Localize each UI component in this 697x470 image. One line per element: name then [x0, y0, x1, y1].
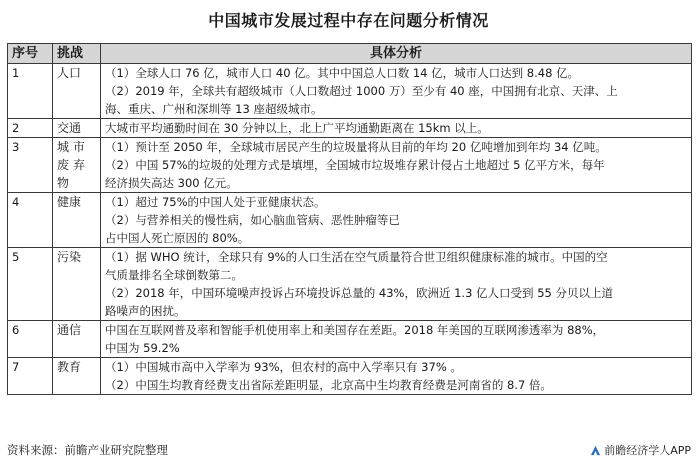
- row-number: 6: [8, 321, 53, 358]
- analysis-line: 经济损失高达 300 亿元。: [105, 176, 238, 190]
- table-row: [8, 248, 692, 321]
- header-analysis: 具体分析: [101, 44, 692, 64]
- row-number: 4: [8, 193, 53, 248]
- header-challenge: 挑战: [53, 44, 101, 64]
- brand-label: 前瞻经济学人APP: [604, 444, 691, 457]
- row-challenge: 教育: [53, 358, 101, 395]
- page-title: 中国城市发展过程中存在问题分析情况: [208, 11, 489, 30]
- row-challenge: 健康: [53, 193, 101, 248]
- table-row: [8, 64, 692, 119]
- analysis-line: （1）超过 75%的中国人处于亚健康状态。: [105, 195, 326, 209]
- brand-icon: [590, 445, 601, 456]
- analysis-line: 大城市平均通勤时间在 30 分钟以上，北上广平均通勤距离在 15km 以上。: [105, 121, 489, 135]
- row-challenge: 城 市 废 弃 物: [53, 138, 101, 193]
- header-number: 序号: [8, 44, 53, 64]
- brand-logo: [590, 442, 691, 458]
- analysis-line: （1）中国城市高中入学率为 93%，但农村的高中入学率只有 37% 。: [105, 360, 462, 374]
- analysis-line: 海、重庆、广州和深圳等 13 座超级城市。: [105, 102, 323, 116]
- row-analysis: [101, 119, 692, 138]
- table-row: [8, 138, 692, 193]
- analysis-line: （2）2018 年，中国环境噪声投诉占环境投诉总量的 43%，欧洲近 1.3 亿人口受到 55 分贝以上道: [105, 286, 613, 300]
- row-challenge: 交通: [53, 119, 101, 138]
- row-challenge: 人口: [53, 64, 101, 119]
- row-analysis: [101, 64, 692, 119]
- analysis-line: （2）中国生均教育经费支出省际差距明显，北京高中生均教育经费是河南省的 8.7 倍。: [105, 378, 552, 392]
- table-header-row: [8, 44, 692, 64]
- analysis-line: （1）据 WHO 统计，全球只有 9%的人口生活在空气质量符合世卫组织健康标准的城市。中国的空: [105, 250, 608, 264]
- analysis-line: 中国在互联网普及率和智能手机使用率上和美国存在差距。2018 年美国的互联网渗透率为 88%，: [105, 323, 605, 337]
- analysis-line: （2）2019 年，全球共有超级城市（人口数超过 1000 万）至少有 40 座，中国拥有北京、天津、上: [105, 84, 618, 98]
- table-row: [8, 193, 692, 248]
- analysis-line: 中国为 59.2%: [105, 341, 180, 355]
- row-analysis: [101, 248, 692, 321]
- row-analysis: [101, 321, 692, 358]
- analysis-line: （1）全球人口 76 亿，城市人口 40 亿。其中中国总人口数 14 亿，城市人口达到 8.48 亿。: [105, 66, 580, 80]
- row-number: 2: [8, 119, 53, 138]
- row-analysis: [101, 138, 692, 193]
- row-analysis: [101, 193, 692, 248]
- source-note: 资料来源：前瞻产业研究院整理: [7, 443, 168, 457]
- analysis-line: （2）中国 57%的垃圾的处理方式是填埋，全国城市垃圾堆存累计侵占土地超过 5 亿平方米，每年: [105, 158, 605, 172]
- row-number: 5: [8, 248, 53, 321]
- analysis-line: （1）预计至 2050 年，全球城市居民产生的垃圾量将从目前的年均 20 亿吨增加到年均 34 亿吨。: [105, 140, 607, 154]
- row-challenge: 通信: [53, 321, 101, 358]
- table-row: [8, 119, 692, 138]
- analysis-line: 气质量排名全球倒数第二。: [105, 268, 243, 282]
- table-row: [8, 358, 692, 395]
- analysis-line: 路噪声的困扰。: [105, 304, 186, 318]
- row-number: 3: [8, 138, 53, 193]
- analysis-table: [7, 43, 692, 395]
- row-number: 1: [8, 64, 53, 119]
- row-analysis: [101, 358, 692, 395]
- analysis-line: 占中国人死亡原因的 80%。: [105, 231, 250, 245]
- table-row: [8, 321, 692, 358]
- analysis-line: （2）与营养相关的慢性病，如心脑血管病、恶性肿瘤等已: [105, 213, 400, 227]
- row-number: 7: [8, 358, 53, 395]
- row-challenge: 污染: [53, 248, 101, 321]
